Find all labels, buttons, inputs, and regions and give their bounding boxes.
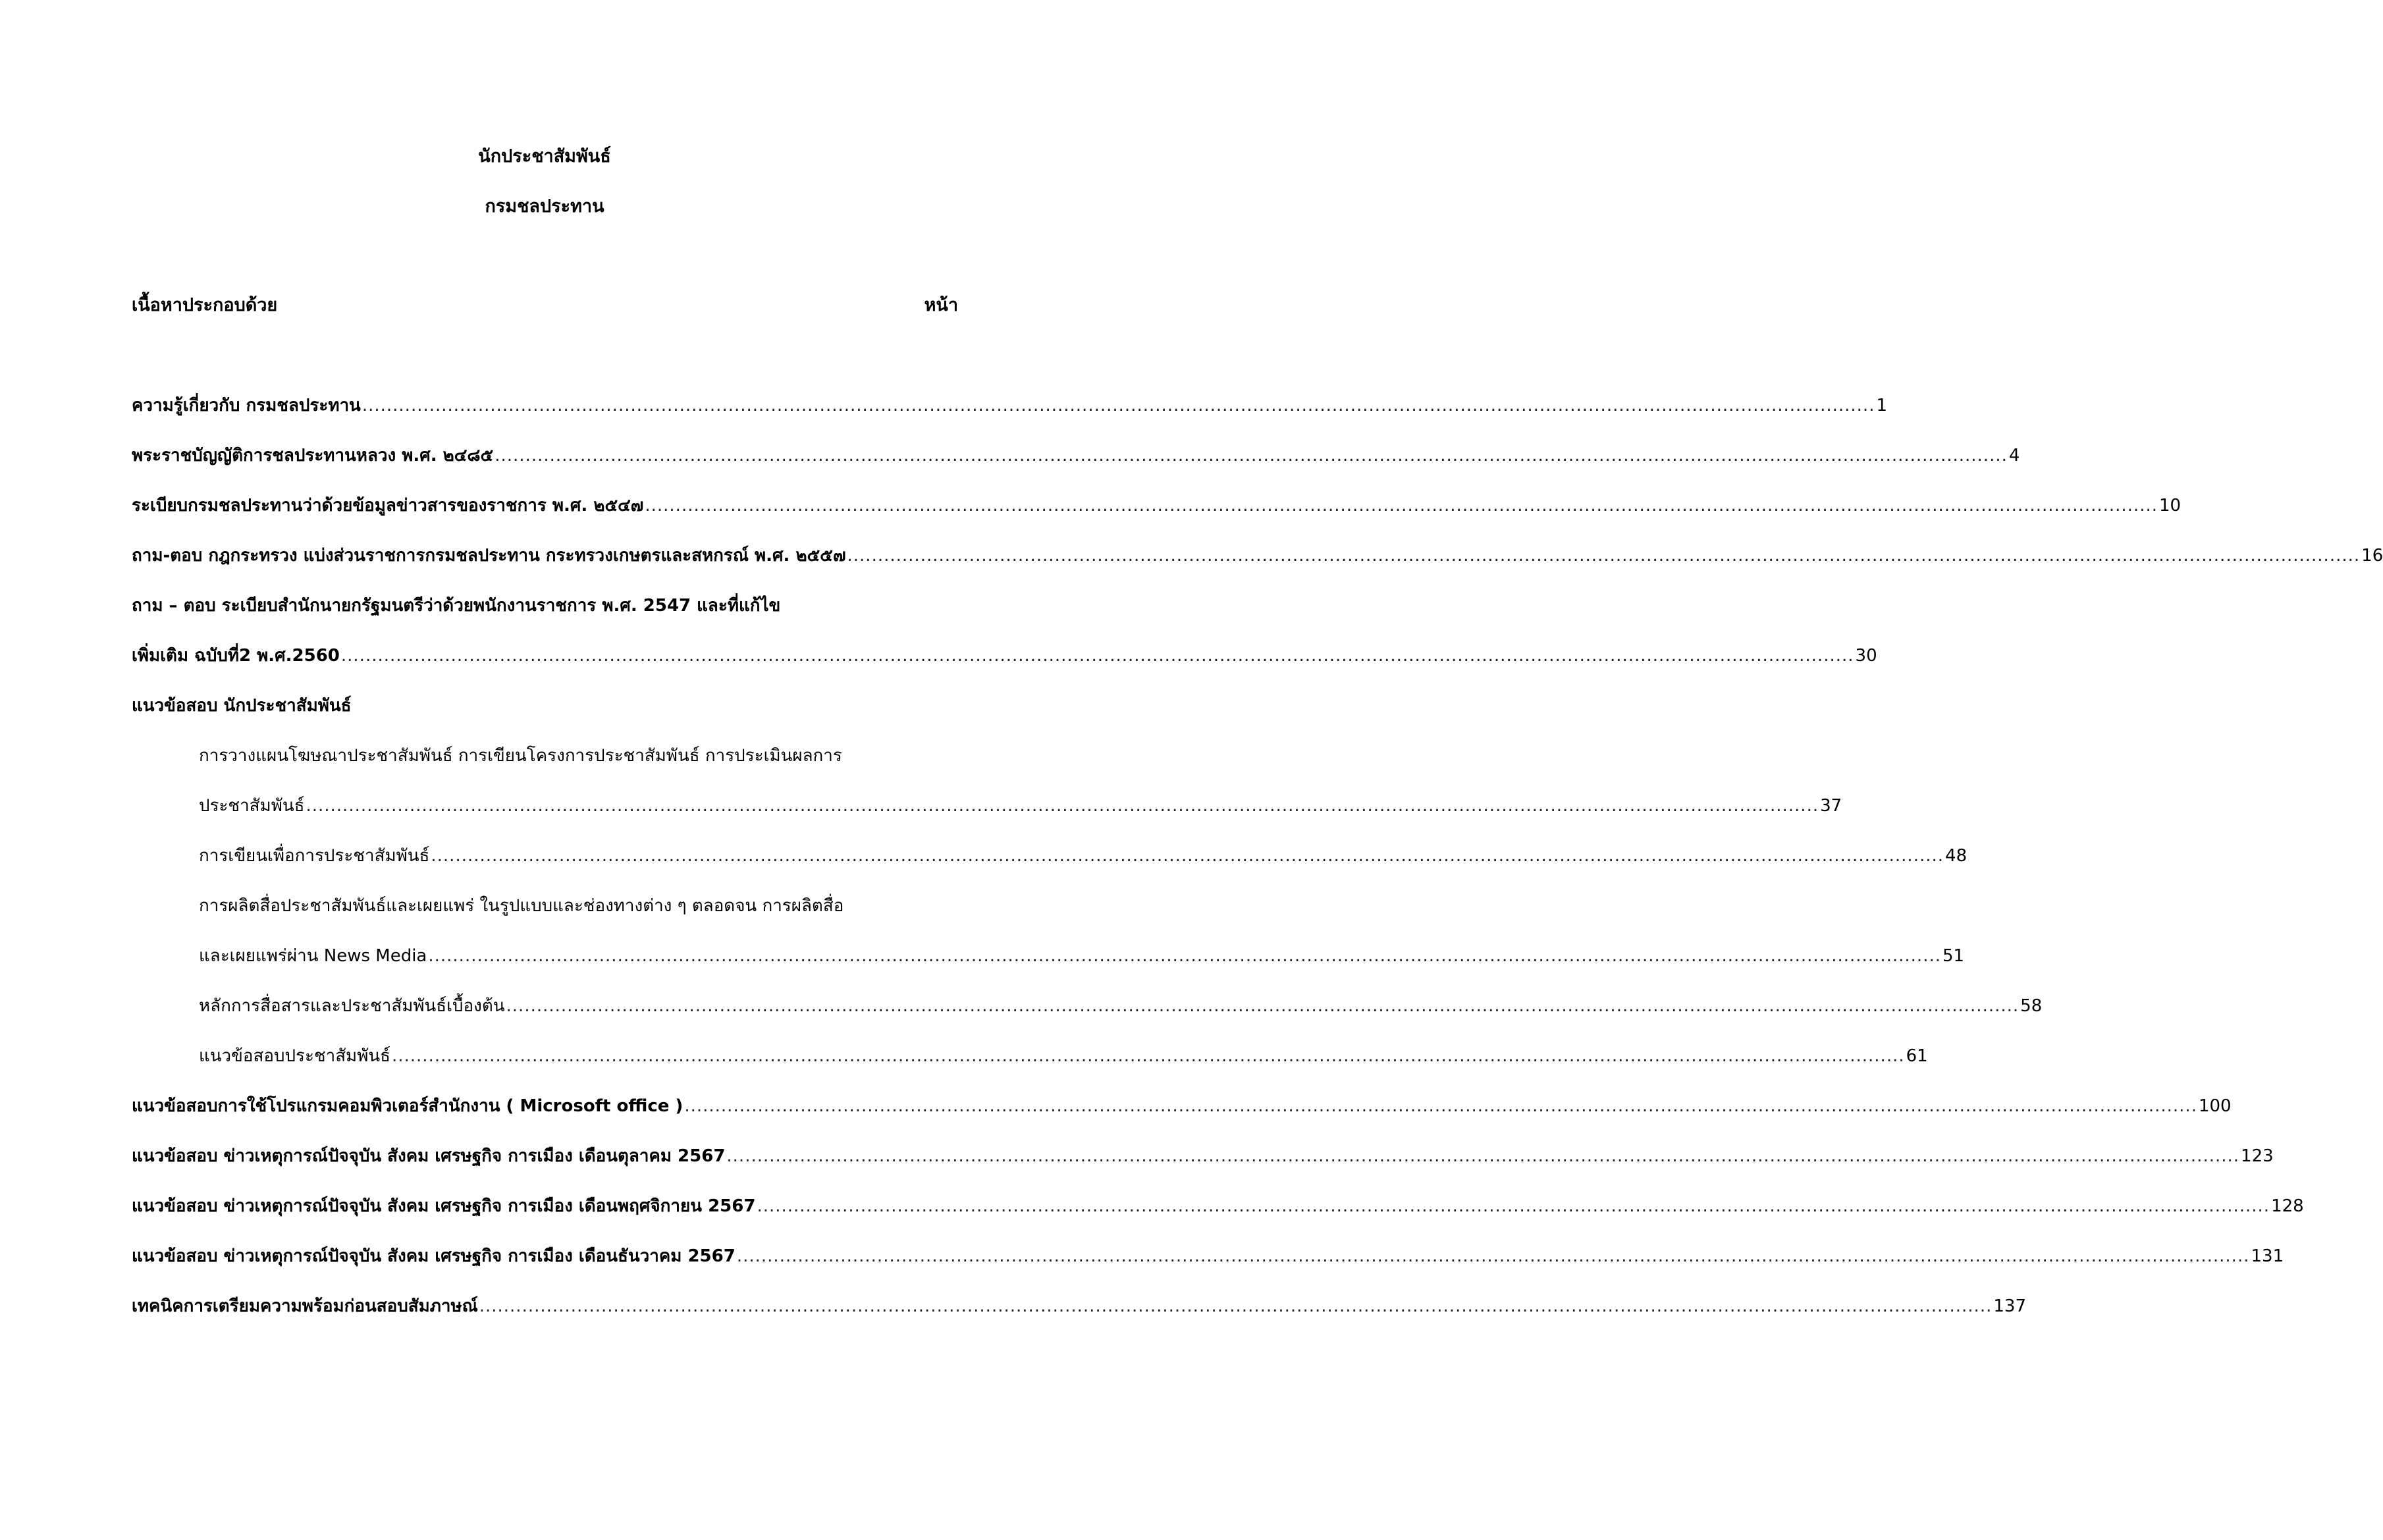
toc-entry-title: เพิ่มเติม ฉบับที่2 พ.ศ.2560	[132, 646, 340, 666]
toc-leader-dots: ........................................................................................................................................................................................................................................................	[726, 1146, 2240, 1166]
document-title: นักประชาสัมพันธ์	[478, 146, 611, 167]
toc-leader-dots: ........................................................................................................................................................................................................................................................	[736, 1246, 2250, 1266]
toc-subentry-title: หลักการสื่อสารและประชาสัมพันธ์เบื้องต้น	[199, 996, 505, 1016]
toc-subentry-title: การวางแผนโฆษณาประชาสัมพันธ์ การเขียนโครงการประชาสัมพันธ์ การประเมินผลการ	[199, 746, 842, 766]
toc-leader-dots: ........................................................................................................................................................................................................................................................	[479, 1296, 1993, 1316]
toc-entry-page: 1	[1876, 396, 1888, 415]
toc-subentry	[199, 843, 1968, 869]
toc-subentry	[199, 793, 1842, 819]
toc-subentry-page: 48	[1945, 846, 1968, 866]
toc-subentry	[199, 943, 1965, 969]
toc-leader-dots: ........................................................................................................................................................................................................................................................	[684, 1096, 2197, 1116]
toc-entry-title: ระเบียบกรมชลประทานว่าด้วยข้อมูลข่าวสารของราชการ พ.ศ. ๒๕๔๗	[132, 496, 644, 516]
toc-subentry-title: และเผยแพร่ผ่าน News Media	[199, 946, 427, 966]
toc-leader-dots: ........................................................................................................................................................................................................................................................	[428, 946, 1941, 966]
toc-subentry-page: 61	[1906, 1046, 1928, 1066]
toc-subentry-title: การเขียนเพื่อการประชาสัมพันธ์	[199, 846, 430, 866]
toc-entry-title: แนวข้อสอบการใช้โปรแกรมคอมพิวเตอร์สำนักงาน ( Microsoft office )	[132, 1096, 683, 1116]
toc-entry-title: พระราชบัญญัติการชลประทานหลวง พ.ศ. ๒๔๘๕	[132, 446, 494, 465]
toc-subentry-title: แนวข้อสอบประชาสัมพันธ์	[199, 1046, 390, 1066]
toc-entry-page: 123	[2241, 1146, 2274, 1166]
toc-leader-dots: ........................................................................................................................................................................................................................................................	[431, 846, 1944, 866]
toc-entry-title: แนวข้อสอบ ข่าวเหตุการณ์ปัจจุบัน สังคม เศรษฐกิจ การเมือง เดือนตุลาคม 2567	[132, 1146, 726, 1166]
toc-entry	[132, 1193, 2304, 1219]
toc-entry-title: แนวข้อสอบ ข่าวเหตุการณ์ปัจจุบัน สังคม เศรษฐกิจ การเมือง เดือนธันวาคม 2567	[132, 1246, 736, 1266]
toc-subentry	[199, 993, 2043, 1019]
toc-leader-dots: ........................................................................................................................................................................................................................................................	[340, 646, 1854, 666]
toc-leader-dots: ........................................................................................................................................................................................................................................................	[306, 796, 1819, 816]
toc-entry-title: ถาม-ตอบ กฎกระทรวง แบ่งส่วนราชการกรมชลประทาน กระทรวงเกษตรและสหกรณ์ พ.ศ. ๒๕๕๗	[132, 546, 846, 566]
toc-leader-dots: ........................................................................................................................................................................................................................................................	[757, 1196, 2270, 1216]
toc-entry-page: 4	[2008, 446, 2020, 465]
toc-entry-title: ถาม – ตอบ ระเบียบสำนักนายกรัฐมนตรีว่าด้วยพนักงานราชการ พ.ศ. 2547 และที่แก้ไข	[132, 596, 781, 616]
toc-subentry-page: 51	[1942, 946, 1965, 966]
toc-entry	[132, 1243, 2284, 1269]
toc-subentry	[199, 1043, 1928, 1069]
toc-leader-dots: ........................................................................................................................................................................................................................................................	[847, 546, 2361, 566]
toc-entry-title: ความรู้เกี่ยวกับ กรมชลประทาน	[132, 396, 361, 415]
toc-header-page: หน้า	[924, 295, 958, 315]
toc-entry	[132, 543, 2383, 569]
toc-entry	[132, 442, 2020, 469]
toc-subentry-page: 58	[2020, 996, 2043, 1016]
toc-entry	[132, 492, 2182, 519]
toc-entry	[132, 1143, 2274, 1169]
toc-leader-dots: ........................................................................................................................................................................................................................................................	[495, 446, 2008, 465]
toc-entry-title: แนวข้อสอบ ข่าวเหตุการณ์ปัจจุบัน สังคม เศรษฐกิจ การเมือง เดือนพฤศจิกายน 2567	[132, 1196, 756, 1216]
toc-entry-page: 30	[1855, 646, 1877, 666]
toc-entry	[132, 1293, 2026, 1319]
toc-leader-dots: ........................................................................................................................................................................................................................................................	[361, 396, 1875, 415]
toc-leader-dots: ........................................................................................................................................................................................................................................................	[391, 1046, 1905, 1066]
toc-entry-page: 137	[1993, 1296, 2026, 1316]
toc-subentry-title: ประชาสัมพันธ์	[199, 796, 305, 816]
toc-entry-page: 131	[2251, 1246, 2284, 1266]
toc-entry-page: 16	[2361, 546, 2383, 566]
toc-header-contents: เนื้อหาประกอบด้วย	[132, 295, 278, 315]
toc-entry-page: 100	[2198, 1096, 2232, 1116]
toc-entry	[132, 392, 1888, 419]
toc-entry	[132, 1093, 2232, 1119]
toc-section-heading: แนวข้อสอบ นักประชาสัมพันธ์	[132, 696, 352, 716]
toc-leader-dots: ........................................................................................................................................................................................................................................................	[506, 996, 2020, 1016]
toc-subentry-title: การผลิตสื่อประชาสัมพันธ์และเผยแพร่ ในรูปแบบและช่องทางต่าง ๆ ตลอดจน การผลิตสื่อ	[199, 896, 844, 916]
toc-entry-page: 10	[2159, 496, 2182, 516]
document-subtitle: กรมชลประทาน	[485, 196, 604, 217]
toc-leader-dots: ........................................................................................................................................................................................................................................................	[645, 496, 2158, 516]
toc-entry-page: 128	[2271, 1196, 2304, 1216]
toc-entry	[132, 643, 1877, 669]
toc-subentry-page: 37	[1820, 796, 1842, 816]
toc-entry-title: เทคนิคการเตรียมความพร้อมก่อนสอบสัมภาษณ์	[132, 1296, 478, 1316]
